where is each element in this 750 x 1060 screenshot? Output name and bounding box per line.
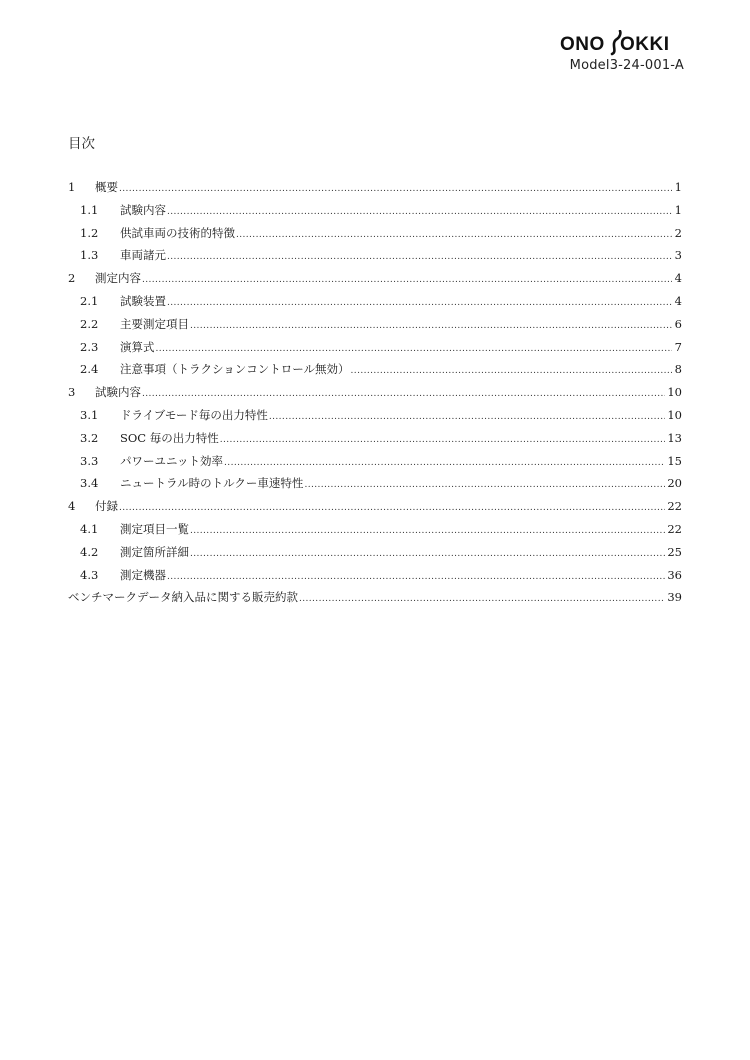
toc-entry-page: 8 <box>674 362 682 377</box>
toc-entry[interactable] <box>68 199 682 222</box>
toc-dot-leader <box>167 244 672 269</box>
toc-dot-leader <box>119 176 672 201</box>
toc-entry-page: 39 <box>667 590 682 605</box>
toc-entry-page: 2 <box>674 225 682 240</box>
toc-entry-number: 2.2 <box>80 316 99 331</box>
toc-entry-page: 25 <box>667 544 682 559</box>
toc-entry-page: 7 <box>674 339 682 354</box>
toc-entry-number: 3.1 <box>80 407 99 422</box>
toc-entry-number: 3.2 <box>80 430 99 445</box>
toc-entry-number: 2 <box>68 271 76 286</box>
toc-entry-number: 2.1 <box>80 293 99 308</box>
toc-entry-number: 3 <box>68 385 76 400</box>
toc-entry[interactable] <box>68 336 682 359</box>
toc-entry[interactable] <box>68 564 682 587</box>
toc-entry-page: 15 <box>667 453 682 468</box>
toc-dot-leader <box>142 381 665 406</box>
toc-entry-number: 1 <box>68 180 76 194</box>
toc-entry-number: 3.4 <box>80 476 99 491</box>
toc-entry-title: 測定内容 <box>95 271 141 286</box>
toc-dot-leader <box>142 267 672 292</box>
toc-entry-number: 1.3 <box>80 248 99 263</box>
toc-entry-title: 供試車両の技術的特徴 <box>120 225 235 240</box>
toc-dot-leader <box>190 518 665 543</box>
toc-entry[interactable] <box>68 427 682 450</box>
toc-dot-leader <box>156 336 673 361</box>
toc-entry-page: 13 <box>667 430 682 445</box>
toc-entry-page: 22 <box>667 499 682 514</box>
toc-entry-title: 測定箇所詳細 <box>120 544 189 559</box>
toc-entry-page: 10 <box>667 385 682 400</box>
toc-entry[interactable] <box>68 244 682 267</box>
svg-text:ONO: ONO <box>560 34 605 55</box>
toc-entry-number: 3.3 <box>80 453 99 468</box>
toc-entry[interactable] <box>68 381 682 404</box>
toc-entry-title: 測定機器 <box>120 567 166 582</box>
toc-entry[interactable] <box>68 222 682 245</box>
toc-entry-title: 試験内容 <box>120 202 166 217</box>
toc-entry-number: 1.1 <box>80 202 99 217</box>
toc-entry-title: パワーユニット効率 <box>120 453 224 468</box>
toc-dot-leader <box>269 404 665 429</box>
toc-entry-page: 1 <box>674 180 682 194</box>
toc-entry[interactable] <box>68 176 682 199</box>
toc-entry-page: 20 <box>667 476 682 491</box>
toc-entry-title: 演算式 <box>120 339 155 354</box>
toc-entry-page: 36 <box>667 567 682 582</box>
toc-heading: 目次 <box>68 136 95 152</box>
toc-dot-leader <box>167 564 665 589</box>
toc-entry[interactable] <box>68 472 682 495</box>
toc-dot-leader <box>190 313 672 338</box>
toc-entry-number: 4.2 <box>80 544 99 559</box>
toc-entry-number: 4 <box>68 499 76 514</box>
toc-dot-leader <box>167 199 672 224</box>
toc-entry-number: 1.2 <box>80 225 99 240</box>
toc-entry-number: 4.3 <box>80 567 99 582</box>
toc-entry-page: 1 <box>674 202 682 217</box>
toc-entry[interactable] <box>68 541 682 564</box>
toc-entry-title: 測定項目一覧 <box>120 521 189 536</box>
toc-entry[interactable] <box>68 404 682 427</box>
toc-dot-leader <box>190 541 665 566</box>
toc-entry-title: 注意事項（トラクションコントロール無効） <box>120 362 350 377</box>
toc-entry[interactable] <box>68 450 682 473</box>
toc-dot-leader <box>167 290 672 315</box>
toc-entry-page: 3 <box>674 248 682 263</box>
table-of-contents <box>68 176 682 609</box>
toc-entry-title: 試験内容 <box>95 385 141 400</box>
toc-entry[interactable] <box>68 267 682 290</box>
toc-entry[interactable] <box>68 518 682 541</box>
toc-dot-leader <box>236 222 672 247</box>
toc-dot-leader <box>224 450 665 475</box>
company-logo <box>560 30 682 56</box>
toc-entry[interactable] <box>68 586 682 609</box>
toc-entry-number: 4.1 <box>80 521 99 536</box>
toc-entry-title: SOC 毎の出力特性 <box>120 430 219 445</box>
toc-entry-page: 6 <box>674 316 682 331</box>
toc-entry-number: 2.4 <box>80 362 99 377</box>
toc-entry-title: 試験装置 <box>120 293 166 308</box>
toc-dot-leader <box>119 495 665 520</box>
toc-entry-title: 車両諸元 <box>120 248 166 263</box>
toc-entry-title: 概要 <box>95 180 118 194</box>
document-number: Model3-24-001-A <box>569 58 684 73</box>
toc-entry-title: ドライブモード毎の出力特性 <box>120 407 268 422</box>
toc-dot-leader <box>304 472 665 497</box>
ono-sokki-logo-icon <box>560 30 682 56</box>
toc-entry-page: 4 <box>674 293 682 308</box>
toc-entry-title: 付録 <box>95 499 118 514</box>
toc-entry-page: 4 <box>674 271 682 286</box>
toc-entry-number: 2.3 <box>80 339 99 354</box>
svg-text:OKKI: OKKI <box>620 34 670 55</box>
toc-entry[interactable] <box>68 313 682 336</box>
toc-entry-title: ベンチマークデータ納入品に関する販売約款 <box>68 590 298 605</box>
toc-entry-page: 22 <box>667 521 682 536</box>
toc-dot-leader <box>220 427 666 452</box>
toc-entry[interactable] <box>68 290 682 313</box>
toc-entry-title: ニュートラル時のトルクー車速特性 <box>120 476 304 491</box>
toc-entry-title: 主要測定項目 <box>120 316 189 331</box>
toc-entry[interactable] <box>68 495 682 518</box>
toc-entry[interactable] <box>68 358 682 381</box>
toc-dot-leader <box>351 358 672 383</box>
toc-entry-page: 10 <box>667 407 682 422</box>
toc-dot-leader <box>299 586 665 611</box>
